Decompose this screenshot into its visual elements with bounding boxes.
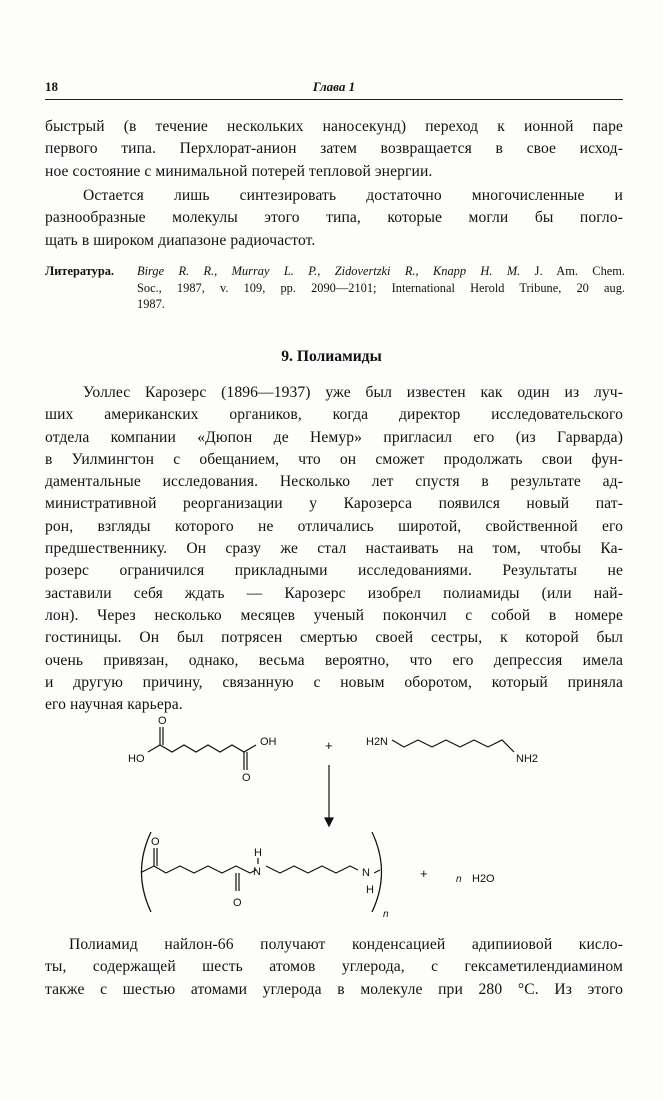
text-line: даментальные исследования. Несколько лет спустя в результате ад-: [45, 473, 623, 491]
text-line: и другую причину, связанную с новым оборотом, который приняла: [45, 673, 623, 691]
text-line: быстрый (в течение нескольких наносекунд) переход к ионной паре: [45, 118, 623, 135]
plus-sign: +: [325, 738, 333, 753]
text-line: розерс ограничился прикладными исследованиями. Результаты не: [45, 562, 623, 580]
text-line: его научная карьера.: [45, 696, 183, 714]
text-line: первого типа. Перхлорат-анион затем возвращается в свое исход-: [45, 140, 623, 158]
diamine-right-amine: NH2: [516, 753, 539, 765]
literature-label: Литература.: [45, 264, 115, 278]
chapter-title: Глава 1: [312, 79, 356, 94]
paragraph-nylon66: [45, 934, 623, 1001]
polymer-amide-h-top: H: [254, 847, 262, 859]
acid-hydroxyl-left: HO: [128, 753, 145, 765]
text-line: предшественнику. Он сразу же стал настаивать на том, чтобы Ка-: [45, 540, 623, 558]
text-line: также с шестью атомами углерода в молекуле при 280 °С. Из этого: [45, 980, 623, 998]
text-line: Остается лишь синтезировать достаточно многочисленные и: [83, 187, 623, 204]
text-line: ты, содержащей шесть атомов углерода, с гексаметилендиамином: [45, 958, 623, 976]
literature-journal: J. Am. Chem.: [534, 264, 625, 278]
text-line: очень привязан, однако, весьма вероятно, что его депрессия имела: [45, 651, 623, 669]
text-line: Полиамид найлон-66 получают конденсацией адипииовой кисло-: [69, 936, 623, 953]
text-line: Уоллес Карозерс (1896—1937) уже был известен как один из луч-: [83, 384, 623, 401]
text-line: рон, взгляды которого не отличались широтой, свойственной его: [45, 517, 623, 535]
text-line: заставили себя ждать — Карозерс изобрел полиамиды (или най-: [45, 584, 623, 602]
polymer-carbonyl-o-top: O: [151, 836, 160, 848]
diamine-bonds: [392, 740, 514, 752]
polymer-amide-h-bottom: H: [366, 884, 374, 896]
text-line: в Уилмингтон с обещанием, что он сможет продолжать свои фун-: [45, 450, 623, 468]
text-line: ших американских органиков, когда директор исследовательского: [45, 406, 623, 424]
adipic-acid-bonds: [148, 727, 256, 770]
text-line: отдела компании «Дюпон де Немур» пригласил его (из Гарварда): [45, 428, 623, 446]
section-title: 9. Полиамиды: [281, 348, 382, 365]
water-coefficient: n: [456, 874, 462, 885]
polymer-subscript-n: n: [383, 909, 389, 920]
acid-hydroxyl-right: OH: [260, 736, 277, 748]
diamine-left-amine: H2N: [366, 736, 389, 748]
text-line: ное состояние с минимальной потерей тепловой энергии.: [45, 162, 433, 180]
text-line: разнообразные молекулы этого типа, которые могли бы погло-: [45, 209, 623, 227]
literature-authors: Birge R. R., Murray L. P., Zidovertzki R., Knapp H. M.: [137, 264, 521, 278]
polymer-amide-n-left: N: [253, 866, 261, 878]
text-line: лон). Через несколько месяцев ученый покончил с собой в номере: [45, 606, 623, 624]
page-number: 18: [45, 79, 58, 94]
polymer-amide-n-right: N: [362, 867, 370, 879]
acid-carbonyl-o-bottom: O: [242, 772, 251, 784]
plus-sign: +: [420, 866, 428, 881]
water-formula: H2O: [472, 873, 495, 885]
text-line: гостиницы. Он был потрясен смертью своей сестры, к которой был: [45, 629, 623, 647]
text-line: щать в широком диапазоне радиочастот.: [45, 231, 316, 249]
reaction-arrow: [325, 765, 333, 826]
polymer-brackets: [142, 832, 382, 912]
text-line: министративной реорганизации у Карозерса появился новый пат-: [45, 495, 623, 513]
literature-line: 1987.: [137, 297, 165, 311]
polymer-carbonyl-o-bottom: O: [233, 897, 242, 909]
literature-line: Soc., 1987, v. 109, pp. 2090—2101; International Herold Tribune, 20 aug.: [137, 280, 625, 295]
acid-carbonyl-o-top: O: [158, 715, 167, 727]
